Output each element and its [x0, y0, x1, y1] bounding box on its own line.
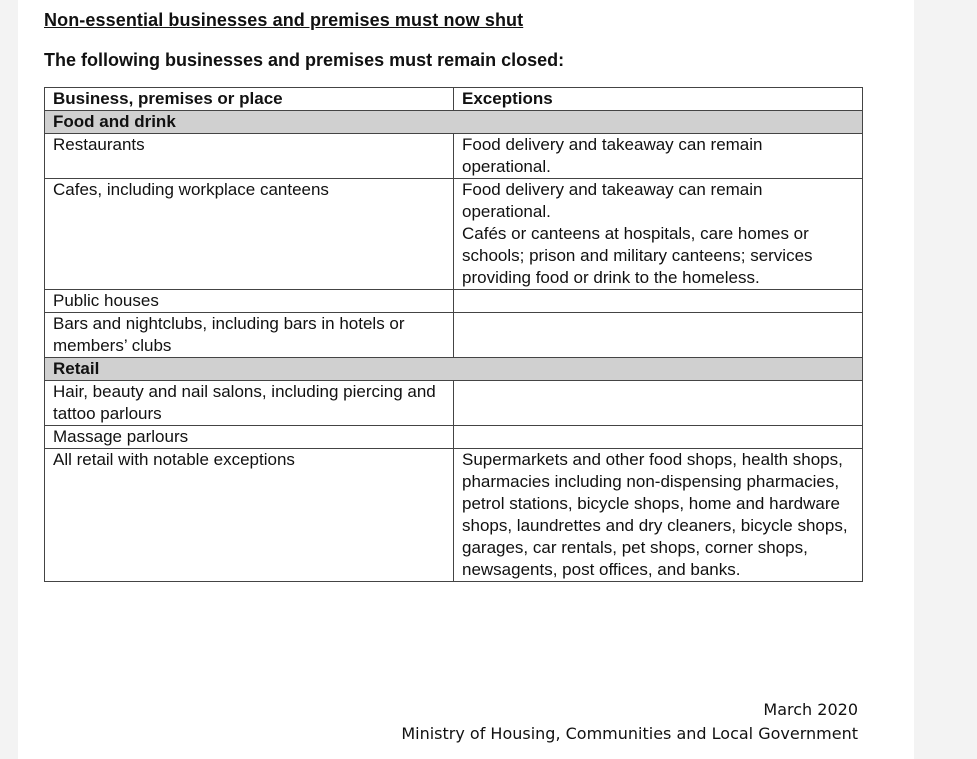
section-label: Food and drink	[45, 111, 863, 134]
table-row	[45, 290, 863, 313]
footer-organization: Ministry of Housing, Communities and Local Government	[401, 724, 858, 743]
table-row	[45, 426, 863, 449]
table-row	[45, 134, 863, 179]
section-row-food-and-drink	[45, 111, 863, 134]
business-cell: Cafes, including workplace canteens	[45, 179, 454, 290]
business-cell: Public houses	[45, 290, 454, 313]
table-header-row	[45, 88, 863, 111]
business-cell: Hair, beauty and nail salons, including piercing and tattoo parlours	[45, 381, 454, 426]
section-row-retail	[45, 358, 863, 381]
exceptions-cell	[454, 313, 863, 358]
closures-table	[44, 87, 863, 582]
table-row	[45, 179, 863, 290]
business-cell: All retail with notable exceptions	[45, 449, 454, 582]
exceptions-cell	[454, 381, 863, 426]
table-row	[45, 381, 863, 426]
document-page	[18, 0, 914, 759]
page-margin	[932, 0, 977, 759]
exceptions-cell	[454, 426, 863, 449]
column-header-business: Business, premises or place	[45, 88, 454, 111]
exceptions-cell: Supermarkets and other food shops, health shops, pharmacies including non-dispensing pharmacies, petrol stations, bicycle shops, home and hardware shops, laundrettes and dry cleaners, bicycle shops, garages, car rentals, pet shops, corner shops, newsagents, post offices, and banks.	[454, 449, 863, 582]
table-row	[45, 313, 863, 358]
business-cell: Massage parlours	[45, 426, 454, 449]
table-row	[45, 449, 863, 582]
column-header-exceptions: Exceptions	[454, 88, 863, 111]
business-cell: Bars and nightclubs, including bars in hotels or members’ clubs	[45, 313, 454, 358]
document-title: Non-essential businesses and premises must now shut	[44, 10, 524, 30]
document-subtitle: The following businesses and premises must remain closed:	[44, 50, 565, 70]
footer-date: March 2020	[763, 700, 858, 719]
exceptions-cell	[454, 290, 863, 313]
exceptions-cell: Food delivery and takeaway can remain operational. Cafés or canteens at hospitals, care homes or schools; prison and military canteens; services providing food or drink to the homeless.	[454, 179, 863, 290]
business-cell: Restaurants	[45, 134, 454, 179]
section-label: Retail	[45, 358, 863, 381]
exceptions-cell: Food delivery and takeaway can remain operational.	[454, 134, 863, 179]
